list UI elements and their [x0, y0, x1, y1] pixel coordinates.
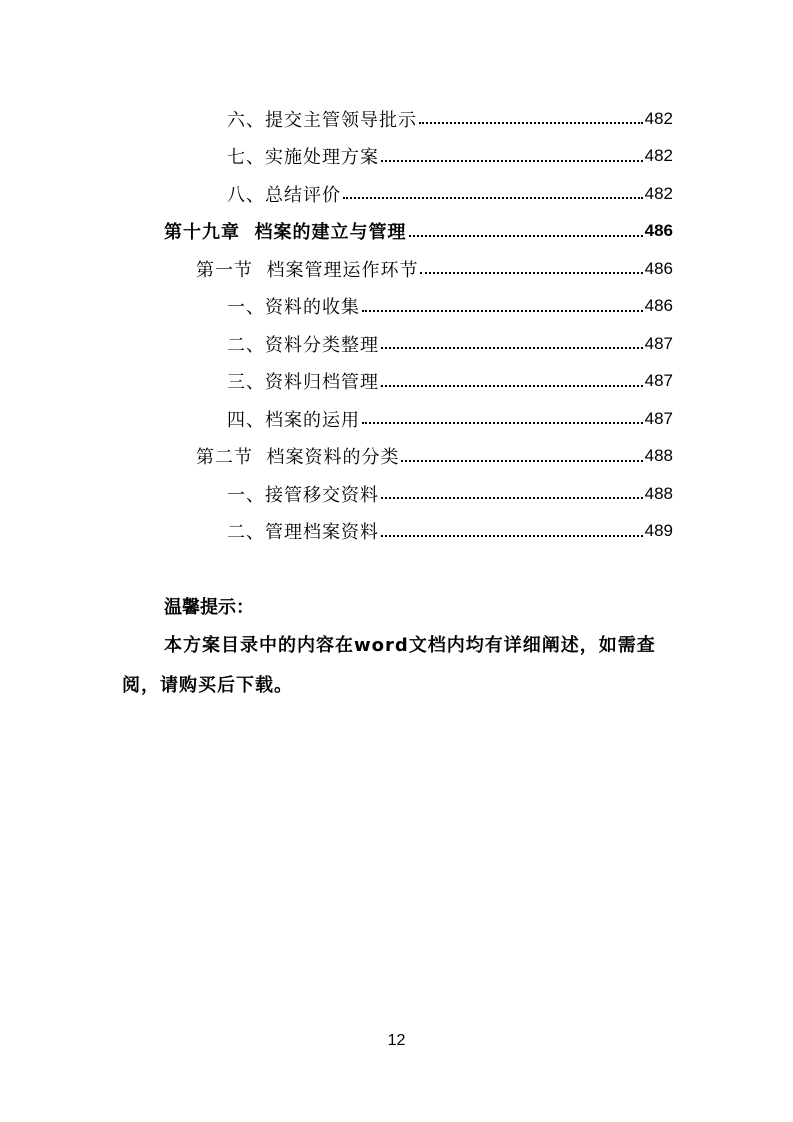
toc-entry-page: 488: [644, 483, 673, 503]
toc-entry-title: 三、资料归档管理: [227, 372, 379, 394]
toc-entry[interactable]: [0, 100, 793, 138]
toc-entry-page: 486: [644, 296, 673, 316]
toc-entry-page: 486: [644, 221, 673, 241]
toc-entry-title: 七、实施处理方案: [227, 147, 379, 169]
toc-dot-leader: [381, 384, 643, 387]
toc-dot-leader: [381, 496, 643, 499]
toc-entry-page: 487: [644, 333, 673, 353]
toc-entry[interactable]: [0, 138, 793, 176]
toc-entry-page: 482: [644, 183, 673, 203]
toc-entry[interactable]: [0, 513, 793, 551]
toc-entry-page: 487: [644, 408, 673, 428]
toc-entry-page: 482: [644, 108, 673, 128]
toc-entry-title: 一、资料的收集: [227, 297, 360, 319]
toc-entry-page: 486: [644, 258, 673, 278]
toc-entry-page: 488: [644, 446, 673, 466]
toc-entry[interactable]: [0, 175, 793, 213]
toc-dot-leader: [362, 309, 643, 312]
toc-dot-leader: [419, 121, 643, 124]
notice-block: [122, 590, 677, 706]
toc-entry[interactable]: [0, 475, 793, 513]
toc-dot-leader: [420, 271, 642, 274]
toc-dot-leader: [343, 196, 643, 199]
toc-entry-title: 一、接管移交资料: [227, 484, 379, 506]
toc-dot-leader: [381, 534, 643, 537]
toc-dot-leader: [401, 459, 642, 462]
notice-title: 温馨提示：: [164, 597, 254, 618]
toc-entry-page: 489: [644, 521, 673, 541]
toc-entry-title: 四、档案的运用: [227, 409, 360, 431]
toc-dot-leader: [409, 234, 643, 237]
toc-section-entry[interactable]: [0, 250, 793, 288]
toc-entry-title: 第十九章 档案的建立与管理: [164, 222, 407, 244]
toc-dot-leader: [381, 346, 643, 349]
page-number: 12: [387, 1032, 406, 1049]
toc-section-entry[interactable]: [0, 438, 793, 476]
toc-entry-title: 八、总结评价: [227, 184, 341, 206]
toc-dot-leader: [362, 421, 643, 424]
notice-body: 本方案目录中的内容在word文档内均有详细阐述，如需查阅，请购买后下载。: [122, 635, 656, 696]
toc-entry-title: 二、管理档案资料: [227, 522, 379, 544]
toc-chapter-entry[interactable]: [0, 213, 793, 251]
toc-entry[interactable]: [0, 325, 793, 363]
toc-dot-leader: [381, 159, 643, 162]
table-of-contents: [0, 100, 793, 550]
toc-entry-title: 二、资料分类整理: [227, 334, 379, 356]
toc-entry-title: 六、提交主管领导批示: [227, 109, 417, 131]
toc-entry[interactable]: [0, 400, 793, 438]
toc-entry-page: 487: [644, 371, 673, 391]
toc-entry[interactable]: [0, 363, 793, 401]
toc-entry-title: 第一节 档案管理运作环节: [196, 259, 419, 281]
toc-entry-page: 482: [644, 146, 673, 166]
toc-entry-title: 第二节 档案资料的分类: [196, 447, 400, 469]
toc-entry[interactable]: [0, 288, 793, 326]
